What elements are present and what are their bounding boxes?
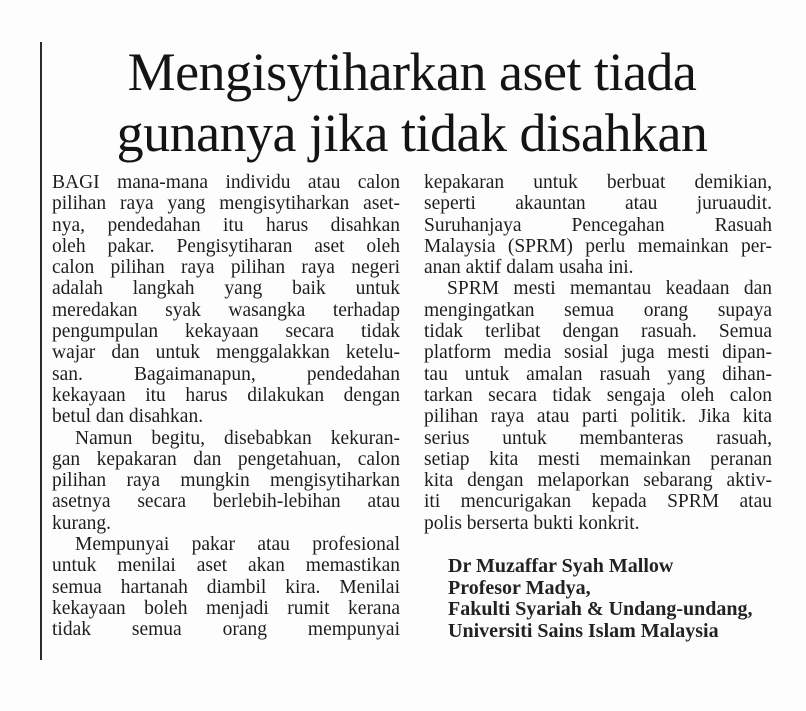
body-text-line: serius untuk membanteras rasuah, — [424, 427, 772, 449]
body-text-line: Namun begitu, disebabkan kekuran- — [75, 427, 400, 449]
byline-line: Universiti Sains Islam Malaysia — [448, 619, 719, 642]
body-text-line: betul dan disahkan. — [52, 406, 204, 428]
body-text-line: semua hartanah diambil kira. Menilai — [52, 576, 400, 598]
body-text-line: san. Bagaimanapun, pendedahan — [52, 363, 400, 385]
body-text-line: pengumpulan kekayaan secara tidak — [52, 321, 400, 343]
body-text-line: Mempunyai pakar atau profesional — [75, 534, 400, 556]
author-byline — [424, 556, 772, 642]
body-text-line: kekayaan itu harus dilakukan dengan — [52, 384, 400, 406]
body-text-line: calon pilihan raya pilihan raya negeri — [52, 257, 400, 279]
body-text-line: setiap kita mesti memainkan peranan — [424, 448, 772, 470]
body-text-line: SPRM mesti memantau keadaan dan — [447, 278, 772, 300]
byline-line: Dr Muzaffar Syah Mallow — [448, 555, 674, 578]
body-text-line: iti mencurigakan kepada SPRM atau — [424, 491, 772, 513]
body-text-line: nya, pendedahan itu harus disahkan — [52, 214, 400, 236]
body-text-line: Malaysia (SPRM) perlu memainkan per- — [424, 235, 772, 257]
article-headline — [52, 42, 772, 164]
body-text-line: Suruhanjaya Pencegahan Rasuah — [424, 214, 772, 236]
body-text-line: pilihan raya atau parti politik. Jika kita — [424, 406, 772, 428]
body-text-line: BAGI mana-mana individu atau calon — [52, 172, 400, 193]
body-text-line: polis berserta bukti konkrit. — [424, 512, 640, 534]
byline-line: Fakulti Syariah & Undang-undang, — [448, 598, 753, 621]
body-column-left — [52, 172, 400, 641]
body-text-line: kita dengan melaporkan sebarang aktiv- — [424, 470, 772, 492]
body-text-line: kekayaan boleh menjadi rumit kerana — [52, 597, 400, 619]
body-text-line: adalah langkah yang baik untuk — [52, 278, 400, 300]
body-text-line: kepakaran untuk berbuat demikian, — [424, 172, 772, 193]
body-text-line: tidak terlibat dengan rasuah. Semua — [424, 321, 772, 343]
body-text-line: tidak semua orang mempunyai — [52, 619, 400, 641]
body-text-line: seperti akauntan atau juruaudit. — [424, 193, 772, 215]
body-text-line: anan aktif dalam usaha ini. — [424, 257, 634, 279]
body-text-line: oleh pakar. Pengisytiharan aset oleh — [52, 235, 400, 257]
body-text-line: gan kepakaran dan pengetahuan, calon — [52, 448, 400, 470]
body-text-line: platform media sosial juga mesti dipan- — [424, 342, 772, 364]
headline-line-1: Mengisytiharkan aset tiada — [127, 42, 697, 102]
body-text-line: meredakan syak wasangka terhadap — [52, 299, 400, 321]
body-column-right — [424, 172, 772, 642]
body-text-line: untuk menilai aset akan memastikan — [52, 555, 400, 577]
body-text-line: tarkan secara tidak sengaja oleh calon — [424, 384, 772, 406]
body-text-line: pilihan raya mungkin mengisytiharkan — [52, 470, 400, 492]
body-text-line: tau untuk amalan rasuah yang dihan- — [424, 363, 772, 385]
body-text-line: pilihan raya yang mengisytiharkan aset- — [52, 193, 400, 215]
body-text-line: asetnya secara berlebih-lebihan atau — [52, 491, 400, 513]
body-text-line: wajar dan untuk menggalakkan ketelu- — [52, 342, 400, 364]
headline-line-2: gunanya jika tidak disahkan — [116, 103, 708, 163]
left-column-rule — [40, 42, 42, 660]
body-text-line: kurang. — [52, 512, 112, 534]
body-column-right-text — [424, 172, 772, 534]
byline-line: Profesor Madya, — [448, 576, 591, 599]
body-text-line: mengingatkan semua orang supaya — [424, 299, 772, 321]
